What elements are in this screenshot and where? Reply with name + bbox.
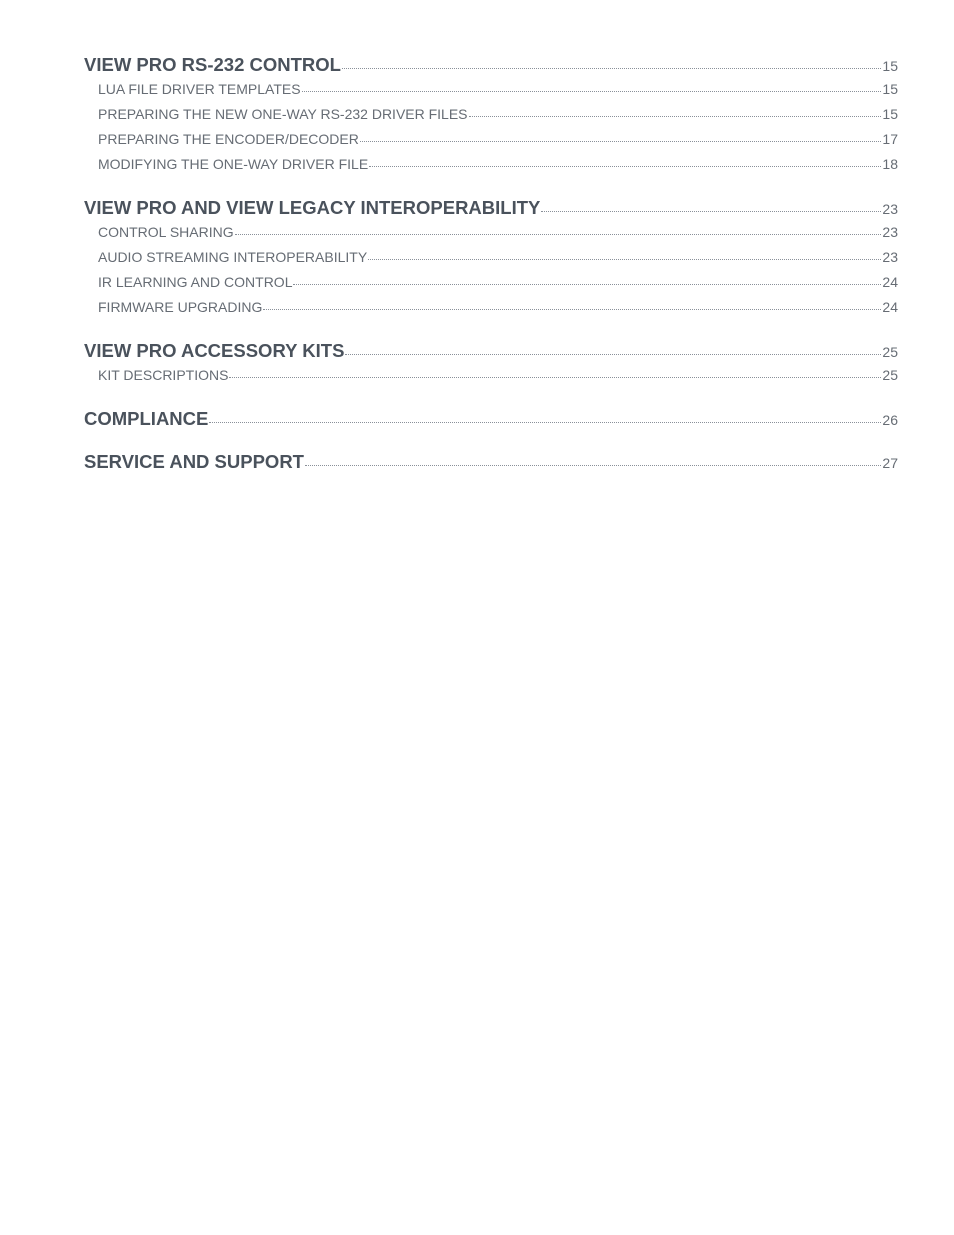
toc-heading-link[interactable]: [84, 449, 898, 473]
toc-heading-link[interactable]: [84, 52, 898, 76]
toc-entry-title: CONTROL SHARING: [98, 224, 234, 240]
dot-leader: [263, 298, 881, 312]
toc-page-number: 24: [882, 274, 898, 290]
toc-entry-link[interactable]: [84, 77, 898, 102]
toc-entry-link[interactable]: [84, 220, 898, 245]
toc-entry-title: PREPARING THE ENCODER/DECODER: [98, 131, 359, 147]
toc-page-number: 23: [882, 249, 898, 265]
toc-section: [84, 338, 898, 388]
toc-page-number: 23: [882, 224, 898, 240]
dot-leader: [302, 80, 882, 94]
toc-heading-title: VIEW PRO AND VIEW LEGACY INTEROPERABILITY: [84, 196, 541, 218]
dot-leader: [235, 223, 882, 237]
dot-leader: [369, 155, 881, 169]
toc-entry-link[interactable]: [84, 363, 898, 388]
toc-heading-title: COMPLIANCE: [84, 407, 209, 429]
toc-page-number: 26: [882, 411, 898, 428]
toc-entry-link[interactable]: [84, 127, 898, 152]
toc-subsection-list: [84, 220, 898, 320]
toc-page-number: 15: [882, 106, 898, 122]
toc-subsection-list: [84, 77, 898, 177]
toc-page-number: 25: [882, 343, 898, 360]
toc-entry-title: IR LEARNING AND CONTROL: [98, 274, 293, 290]
toc-page-number: 17: [882, 131, 898, 147]
toc-section: [84, 449, 898, 473]
toc-page-number: 23: [882, 200, 898, 217]
toc-entry-link[interactable]: [84, 245, 898, 270]
toc-entry-title: FIRMWARE UPGRADING: [98, 299, 263, 315]
toc-entry-title: LUA FILE DRIVER TEMPLATES: [98, 81, 301, 97]
toc-entry-link[interactable]: [84, 152, 898, 177]
dot-leader: [305, 449, 881, 468]
toc-heading-title: SERVICE AND SUPPORT: [84, 450, 304, 472]
toc-page-number: 15: [882, 81, 898, 97]
toc-entry-link[interactable]: [84, 270, 898, 295]
dot-leader: [342, 52, 881, 71]
toc-heading-link[interactable]: [84, 406, 898, 430]
toc-heading-title: VIEW PRO RS-232 CONTROL: [84, 53, 341, 75]
toc-page-number: 24: [882, 299, 898, 315]
toc-section: [84, 52, 898, 177]
toc-section: [84, 406, 898, 430]
toc-entry-title: AUDIO STREAMING INTEROPERABILITY: [98, 249, 368, 265]
toc-page-number: 18: [882, 156, 898, 172]
dot-leader: [469, 105, 882, 119]
toc-entry-title: PREPARING THE NEW ONE-WAY RS-232 DRIVER FILES: [98, 106, 468, 122]
toc-heading-title: VIEW PRO ACCESSORY KITS: [84, 339, 345, 361]
toc-heading-link[interactable]: [84, 195, 898, 219]
dot-leader: [209, 406, 881, 425]
toc-page-number: 15: [882, 57, 898, 74]
dot-leader: [229, 366, 881, 380]
toc-subsection-list: [84, 363, 898, 388]
toc-entry-title: KIT DESCRIPTIONS: [98, 367, 229, 383]
dot-leader: [293, 273, 881, 287]
toc-heading-link[interactable]: [84, 338, 898, 362]
dot-leader: [360, 130, 882, 144]
dot-leader: [345, 338, 881, 357]
toc-entry-title: MODIFYING THE ONE-WAY DRIVER FILE: [98, 156, 369, 172]
dot-leader: [541, 195, 881, 214]
toc-entry-link[interactable]: [84, 295, 898, 320]
dot-leader: [368, 248, 881, 262]
toc-page-number: 27: [882, 454, 898, 471]
toc-page-number: 25: [882, 367, 898, 383]
toc-section: [84, 195, 898, 320]
table-of-contents: [84, 52, 898, 473]
toc-entry-link[interactable]: [84, 102, 898, 127]
